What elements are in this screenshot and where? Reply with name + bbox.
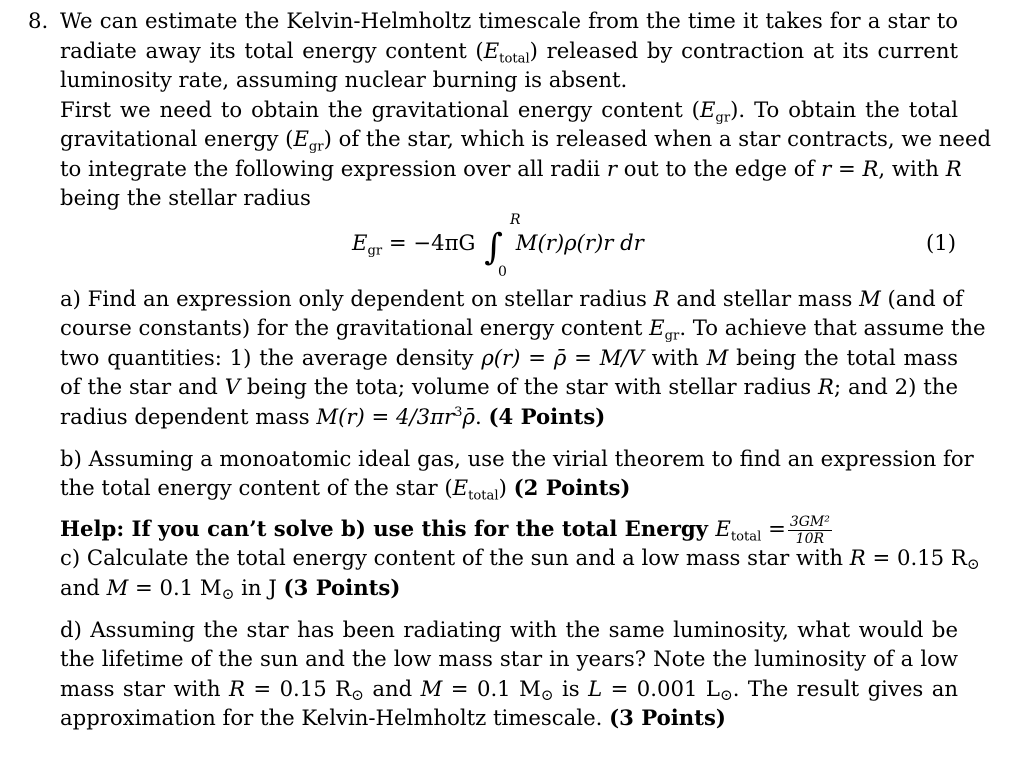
part-d-line-2: the lifetime of the sun and the low mass star in years? Note the luminosity of a low [60, 646, 958, 671]
first-line-3: to integrate the following expression over all radii r out to the edge of r = R, with R [60, 156, 962, 181]
part-b-line-2: the total energy content of the star $(E_{total})$ (2 Points) [60, 475, 631, 504]
intro-line-3: luminosity rate, assuming nuclear burning is absent. [60, 67, 628, 92]
first-line-4: being the stellar radius [60, 185, 311, 210]
part-d-line-1: d) Assuming the star has been radiating with the same luminosity, what would be [60, 617, 958, 642]
integral-upper-limit: R [510, 212, 521, 228]
part-a-line-1: a) Find an expression only dependent on stellar radius R and stellar mass M (and of [60, 286, 963, 311]
intro-line-2: radiate away its total energy content $(E_{total})$ released by contraction at its current [60, 38, 958, 67]
part-c-points: (3 Points) [283, 575, 401, 600]
intro-line-1: We can estimate the Kelvin-Helmholtz timescale from the time it takes for a star to [60, 8, 958, 33]
part-d-line-4: approximation for the Kelvin-Helmholtz timescale. (3 Points) [60, 705, 726, 730]
help-line: Help: If you can’t solve b) use this for the total Energy $E_{total}$ = $\frac{\text{3GM²}}{10R}$ [60, 514, 830, 547]
part-a-points: (4 Points) [488, 404, 606, 429]
equation-number: (1) [926, 230, 957, 255]
first-line-1: First we need to obtain the gravitational energy content $(E_{gr})$. To obtain the total [60, 97, 958, 126]
first-line-2: gravitational energy $(E_{gr})$ of the star, which is released when a star contracts, we need [60, 126, 992, 155]
part-d-line-3: mass star with R = 0.15 $R_⊙$ and M = 0.1 $M_⊙$ is L = 0.001 $L_⊙$. The result gives an [60, 676, 959, 704]
part-d-points: (3 Points) [609, 705, 726, 730]
part-c-line-1: c) Calculate the total energy content of the sun and a low mass star with R = 0.15 $R_⊙$ [60, 545, 980, 573]
integral-sign: ∫ [484, 227, 503, 268]
question-number: 8. [28, 8, 49, 33]
part-a-line-3: two quantities: 1) the average density ρ(r) = ρ̄ = M/V with M being the total mass [60, 345, 959, 370]
part-a-line-2: course constants) for the gravitational energy content $E_{gr}$. To achieve that assume the [60, 315, 986, 344]
help-fraction: $\frac{\text{3GM²}}{10R}$ [789, 514, 830, 547]
part-b-points: (2 Points) [513, 475, 631, 500]
part-b-line-1: b) Assuming a monoatomic ideal gas, use the virial theorem to find an expression for [60, 446, 974, 471]
part-a-line-5: radius dependent mass $M(r) = 4/3\pi r^3\rhō$. (4 Points) [60, 404, 606, 429]
equation-1: $E_{gr} = -4\pi G$ ∫ M(r)ρ(r)r dr [352, 227, 644, 268]
part-c-line-2: and M = 0.1 $M_⊙$ in J (3 Points) [60, 575, 401, 603]
part-a-line-4: of the star and V being the tota; volume of the star with stellar radius R; and 2) the [60, 374, 958, 399]
integral-lower-limit: 0 [498, 264, 507, 280]
